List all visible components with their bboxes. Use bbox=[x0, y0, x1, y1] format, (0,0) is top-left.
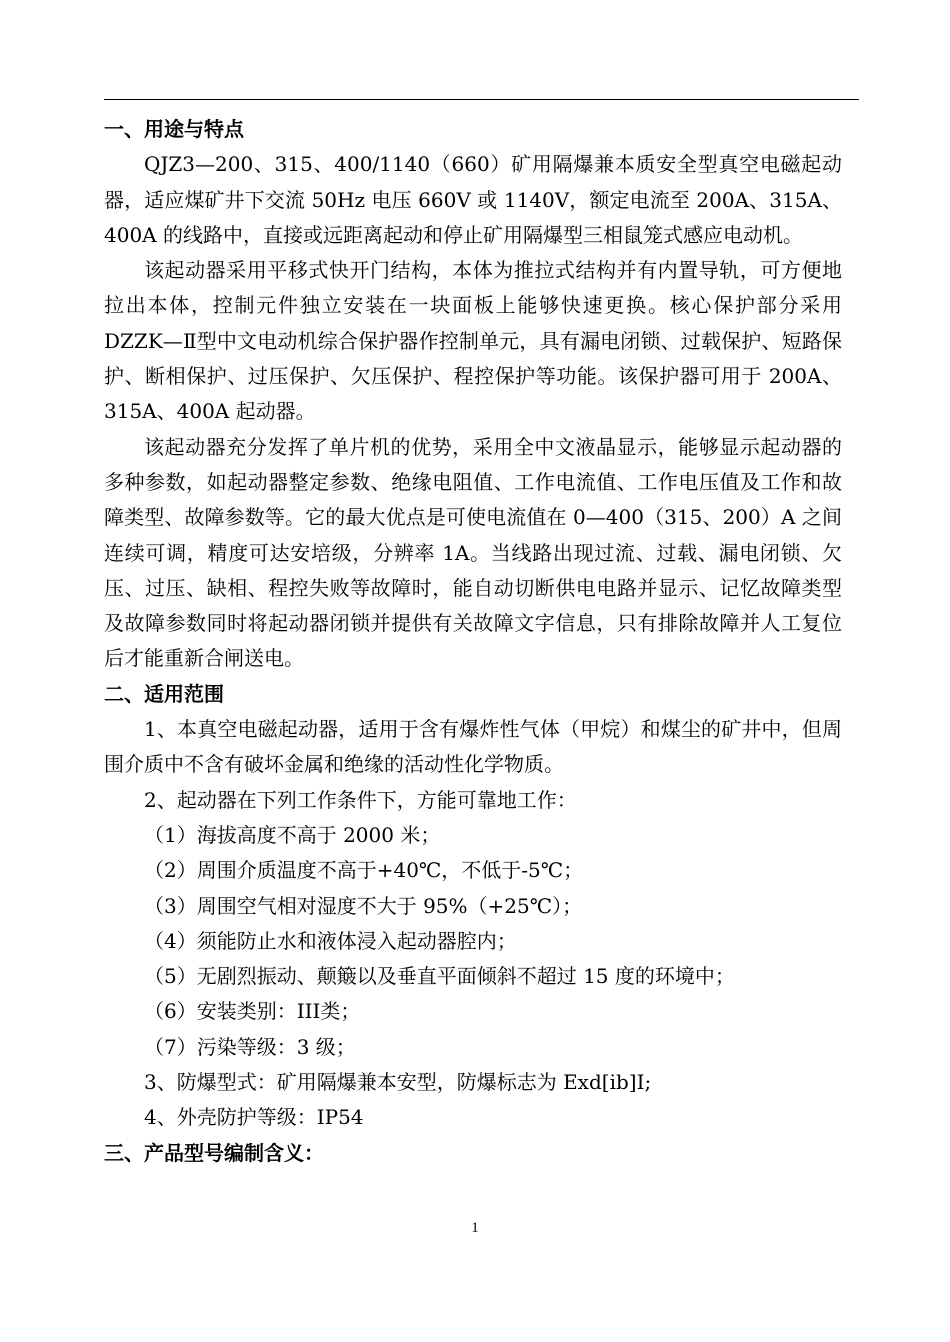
section-1-paragraph-2: 该起动器采用平移式快开门结构，本体为推拉式结构并有内置导轨，可方便地拉出本体，控制元件独立安装在一块面板上能够快速更换。核心保护部分采用 DZZK—Ⅱ型中文电动机综合保护器作控制单元，具有漏电闭锁、过载保护、短路保护、断相保护、过压保护、欠压保护、程控保护等功能。该保护器可用于 200A、315A、400A 起动器。 bbox=[104, 258, 842, 424]
document-body bbox=[104, 112, 842, 1171]
condition-1: （1）海拔高度不高于 2000 米； bbox=[144, 822, 441, 847]
condition-2: （2）周围介质温度不高于+40℃，不低于-5℃； bbox=[144, 858, 584, 883]
section-2-item-4: 4、外壳防护等级：IP54 bbox=[144, 1105, 364, 1130]
header-rule bbox=[104, 99, 859, 100]
section-1-heading: 一、用途与特点 bbox=[104, 117, 244, 141]
section-3-heading: 三、产品型号编制含义： bbox=[104, 1140, 324, 1165]
section-2-item-3: 3、防爆型式：矿用隔爆兼本安型，防爆标志为 Exd[ib]I; bbox=[144, 1070, 652, 1095]
section-1-paragraph-1: QJZ3—200、315、400/1140（660）矿用隔爆兼本质安全型真空电磁起动器，适应煤矿井下交流 50Hz 电压 660V 或 1140V，额定电流至 200A、315A、400A 的线路中，直接或远距离起动和停止矿用隔爆型三相鼠笼式感应电动机。 bbox=[104, 152, 842, 247]
section-2-item-1: 1、本真空电磁起动器，适用于含有爆炸性气体（甲烷）和煤尘的矿井中，但周围介质中不含有破坏金属和绝缘的活动性化学物质。 bbox=[104, 717, 842, 777]
condition-3: （3）周围空气相对湿度不大于 95%（+25℃）； bbox=[144, 893, 583, 918]
condition-4: （4）须能防止水和液体浸入起动器腔内； bbox=[144, 928, 517, 953]
section-1-paragraph-3: 该起动器充分发挥了单片机的优势，采用全中文液晶显示，能够显示起动器的多种参数，如起动器整定参数、绝缘电阻值、工作电流值、工作电压值及工作和故障类型、故障参数等。它的最大优点是可使电流值在 0—400（315、200）A 之间连续可调，精度可达安培级，分辨率 1A。当线路出现过流、过载、漏电闭锁、欠压、过压、缺相、程控失败等故障时，能自动切断供电电路并显示、记忆故障类型及故障参数同时将起动器闭锁并提供有关故障文字信息，只有排除故障并人工复位后才能重新合闸送电。 bbox=[104, 434, 842, 671]
section-2-heading: 二、适用范围 bbox=[104, 681, 224, 706]
condition-7: （7）污染等级：3 级； bbox=[144, 1034, 356, 1059]
section-2-item-2: 2、起动器在下列工作条件下，方能可靠地工作： bbox=[144, 787, 577, 812]
condition-6: （6）安装类别：III类； bbox=[144, 999, 361, 1024]
condition-5: （5）无剧烈振动、颠簸以及垂直平面倾斜不超过 15 度的环境中； bbox=[144, 964, 735, 989]
page-number: 1 bbox=[471, 1220, 479, 1236]
